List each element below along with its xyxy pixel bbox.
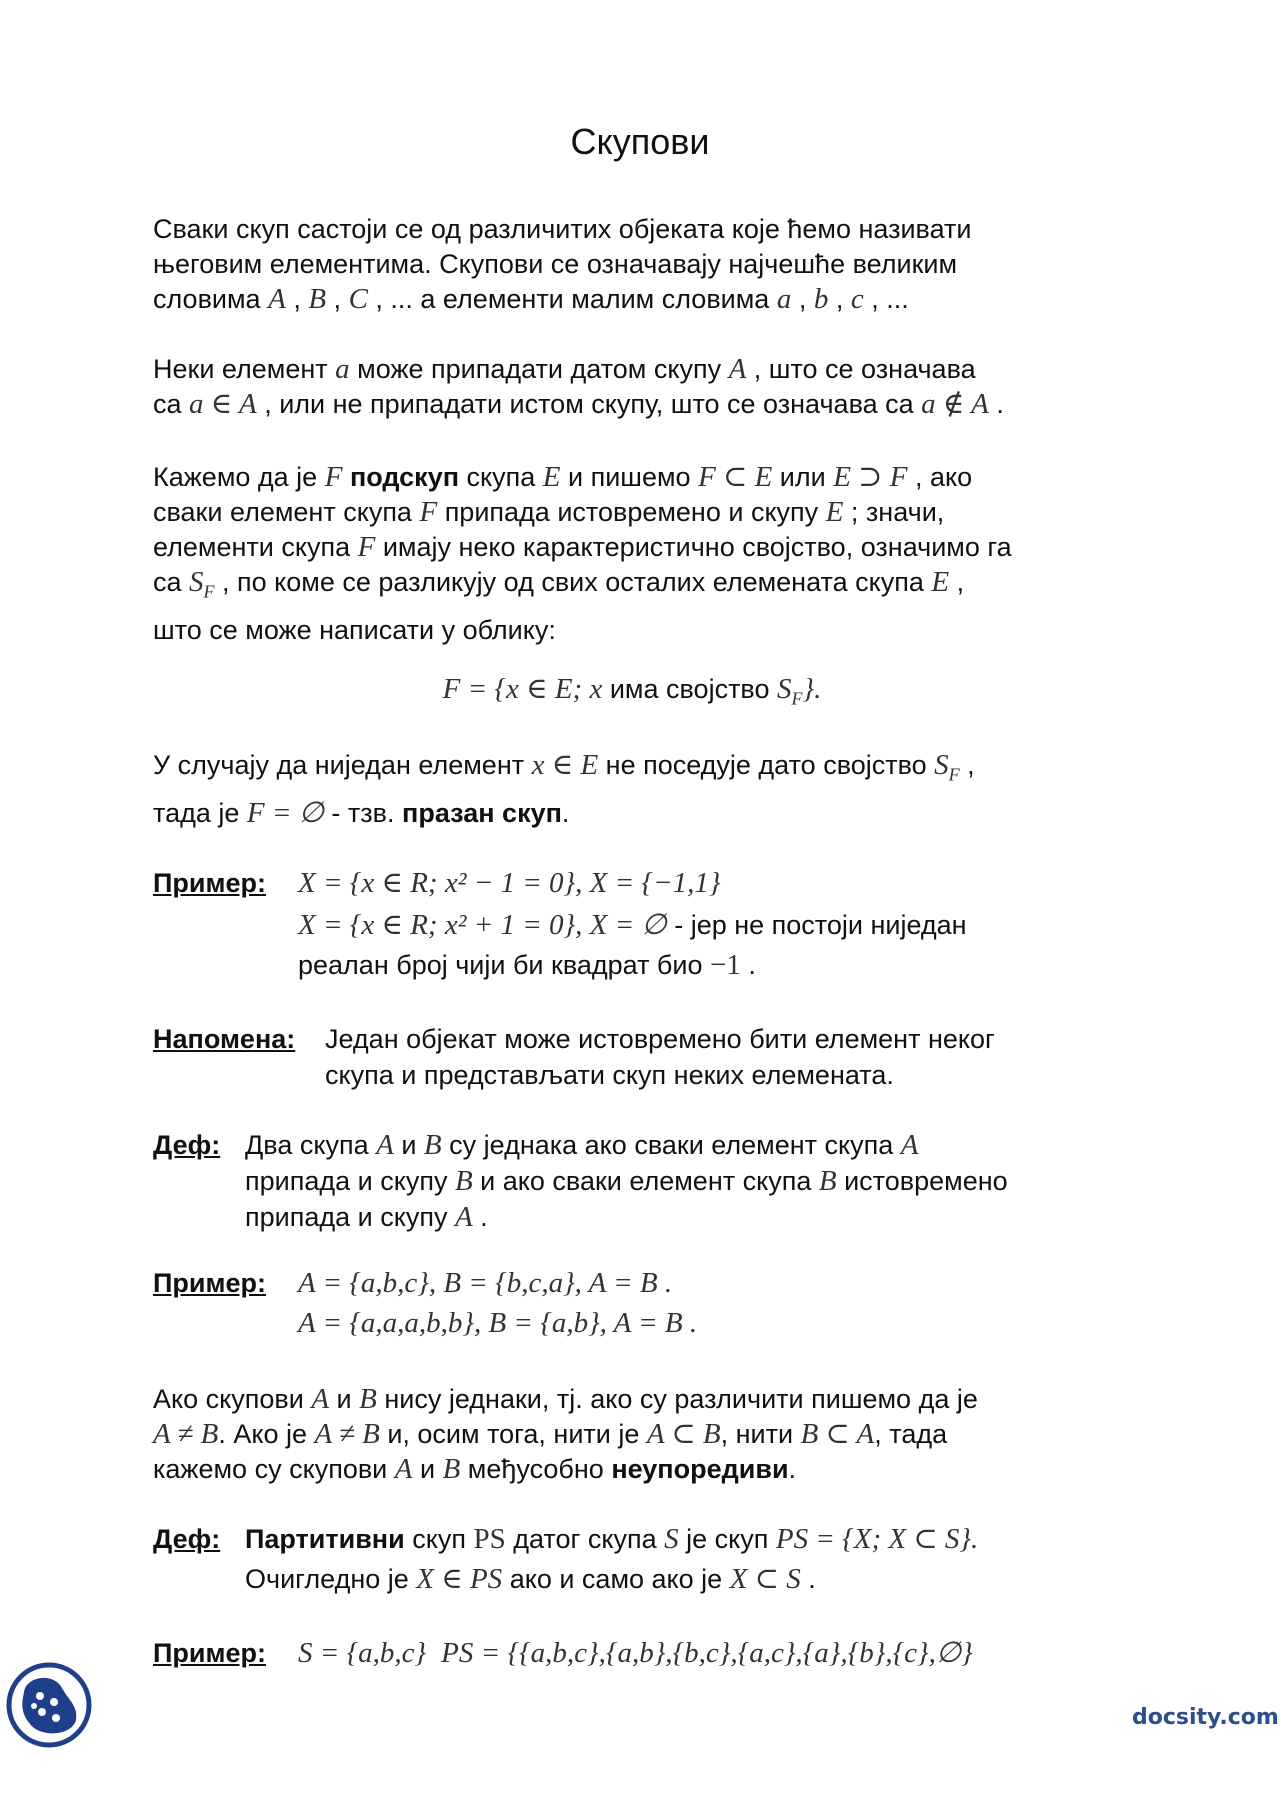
brand-link[interactable]: docsity.com (1132, 1705, 1279, 1730)
paragraph-incomparable (153, 1382, 1163, 1487)
paragraph-empty-set (153, 748, 1163, 831)
empty-line-2: тада је F = ∅ - тзв. празан скуп. (153, 797, 570, 830)
definition-2-line-2: Очигледно је X ∈ PS ако и само ако је X ⊂ S . (245, 1563, 816, 1595)
membership-line-2: са a ∈ A , или не припадати истом скупу, што се означава са a ∉ A . (153, 388, 1004, 420)
definition-1-label: Деф: (153, 1130, 221, 1160)
example-1-label: Пример: (153, 868, 266, 898)
example-3-formula: S = {a,b,c} PS = {{a,b,c},{a,b},{b,c},{a,c},{a},{b},{c},∅} (298, 1637, 973, 1669)
example-1-text-3: реалан број чији би квадрат био −1 . (298, 949, 756, 981)
paragraph-intro (153, 212, 1163, 317)
incomparable-line-2: A ≠ B. Ако је A ≠ B и, осим тога, нити је A ⊂ B, нити B ⊂ A, тада (153, 1418, 948, 1450)
membership-line-1: Неки елемент a може припадати датом скупу A , што се означава (153, 353, 976, 385)
intro-line-2: његовим елементима. Скупови се означавају најчешће великим (153, 249, 958, 279)
subset-line-2: сваки елемент скупа F припада истовремено и скупу E ; значи, (153, 496, 945, 528)
definition-1-line-1: Два скупа A и B су једнака ако сваки елемент скупа A (245, 1129, 919, 1161)
definition-2-line-1: Партитивни скуп PS датог скупа S је скуп PS = {X; X ⊂ S}. (245, 1523, 979, 1555)
paragraph-membership (153, 352, 1163, 422)
intro-line-3: словима A , B , C , ... а елементи малим словима a , b , c , ... (153, 283, 909, 315)
example-1-formula-1: X = {x ∈ R; x² − 1 = 0}, X = {−1,1} (298, 867, 721, 899)
example-2-formula-2: A = {a,a,a,b,b}, B = {a,b}, A = B . (298, 1307, 698, 1339)
subset-formula: F = {x ∈ E; x има својство $S_F$}. (442, 673, 822, 709)
incomparable-line-1: Ако скупови A и B нису једнаки, тј. ако су различити пишемо да је (153, 1383, 978, 1415)
definition-2-label: Деф: (153, 1524, 221, 1554)
definition-2 (153, 1522, 1163, 1602)
subset-line-3: елементи скупа F имају неко карактеристично својство, означимо га (153, 531, 1012, 563)
paragraph-subset (153, 460, 1163, 648)
subset-line-1: Кажемо да је F подскуп скупа E и пишемо F ⊂ E или E ⊃ F , ако (153, 461, 973, 493)
note-line-2: скупа и представљати скуп неких елемената. (325, 1060, 894, 1090)
example-2-label: Пример: (153, 1268, 266, 1298)
definition-1-line-3: припада и скупу A . (245, 1201, 488, 1233)
definition-1-line-2: припада и скупу B и ако сваки елемент скупа B истовремено (245, 1165, 1008, 1197)
note-block (153, 1022, 1163, 1102)
definition-1 (153, 1128, 1163, 1248)
example-3-label: Пример: (153, 1638, 266, 1668)
note-label: Напомена: (153, 1024, 296, 1054)
subset-line-4: са $S_F$ , по коме се разликују од свих осталих елемената скупа E , (153, 566, 965, 602)
note-line-1: Један објекат може истовремено бити елемент неког (325, 1024, 995, 1054)
page-title: Скупови (570, 121, 710, 162)
example-3 (153, 1636, 1163, 1680)
example-1-formula-2: X = {x ∈ R; x² + 1 = 0}, X = ∅ - јер не постоји ниједан (298, 909, 967, 941)
subset-line-5: што се може написати у облику: (153, 615, 556, 646)
example-1 (153, 866, 1163, 986)
empty-line-1: У случају да ниједан елемент x ∈ E не поседује дато својство $S_F$ , (153, 749, 975, 785)
example-2-formula-1: A = {a,b,c}, B = {b,c,a}, A = B . (298, 1267, 673, 1299)
example-2 (153, 1266, 1163, 1356)
docsity-logo-icon (6, 1662, 92, 1748)
incomparable-line-3: кажемо су скупови A и B међусобно неупоредиви. (153, 1453, 797, 1485)
intro-line-1: Сваки скуп састоји се од различитих објеката које ћемо називати (153, 214, 972, 244)
